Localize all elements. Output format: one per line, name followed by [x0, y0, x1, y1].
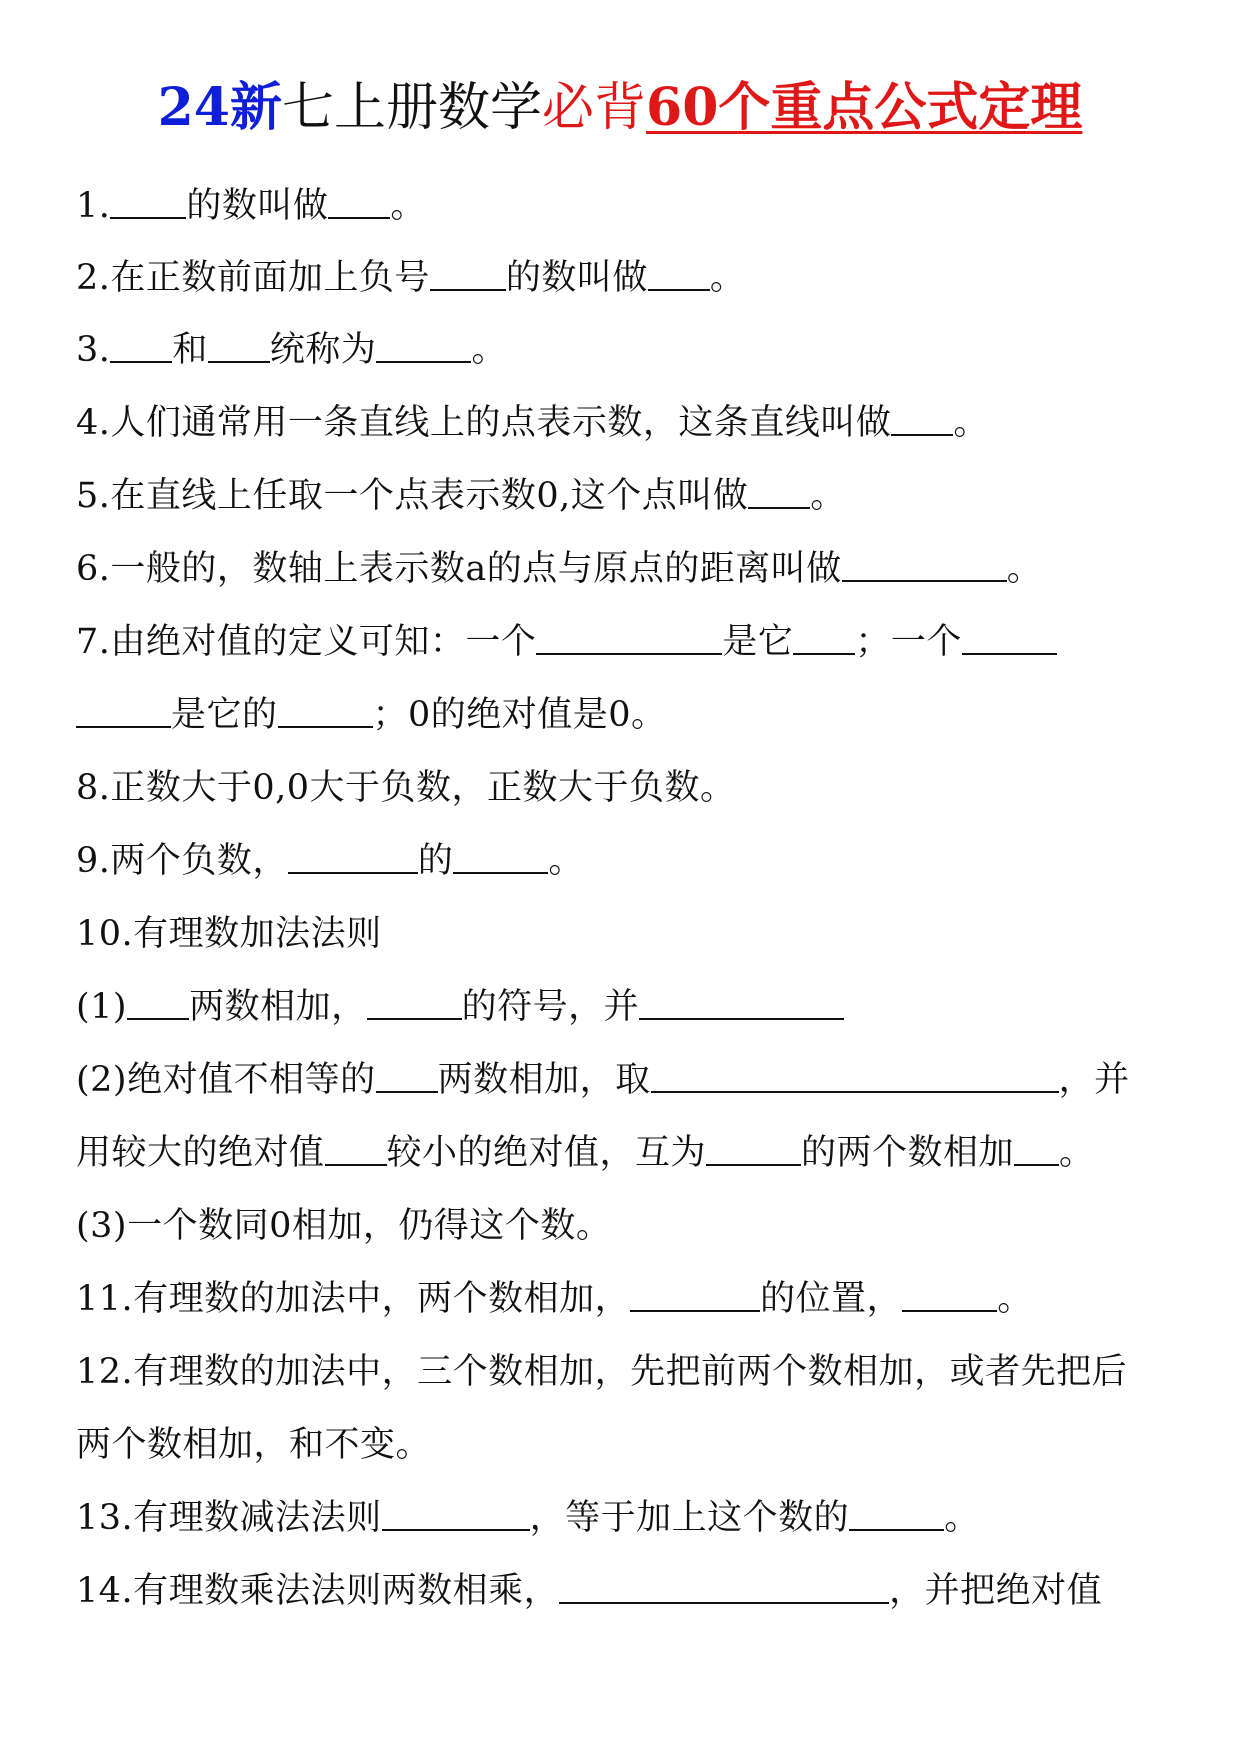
blank — [382, 1495, 530, 1531]
q12-text: 两个数相加，和不变。 — [76, 1425, 432, 1465]
q10-1-text: 的符号，并 — [461, 987, 640, 1027]
question-12-line-1 — [76, 1346, 1171, 1398]
q11-text: 11.有理数的加法中，两个数相加， — [76, 1279, 631, 1319]
title-subject: 七上册数学 — [281, 78, 542, 138]
blank — [328, 183, 390, 219]
q12-text: 12.有理数的加法中，三个数相加，先把前两个数相加，或者先把后 — [76, 1352, 1128, 1392]
q10-3-text: (3)一个数同0相加，仍得这个数。 — [76, 1206, 612, 1246]
q2-text: 的数叫做 — [505, 258, 648, 298]
blank — [748, 473, 810, 509]
q11-text: 。 — [997, 1279, 1033, 1319]
blank — [651, 1057, 1059, 1093]
question-7-line-2 — [76, 689, 1171, 741]
question-10-2-line-2 — [76, 1127, 1171, 1179]
question-2 — [76, 252, 1171, 304]
q10-2-text: 用较大的绝对值 — [76, 1133, 325, 1173]
question-3 — [76, 324, 1171, 376]
q11-text: 的位置， — [760, 1279, 903, 1319]
q2-text: 。 — [709, 258, 746, 298]
question-8 — [76, 762, 1171, 814]
q4-text: 。 — [953, 403, 989, 443]
q10-2-text: 两数相加，取 — [437, 1060, 651, 1100]
q13-text: 13.有理数减法法则 — [76, 1498, 382, 1538]
blank — [325, 1130, 387, 1166]
q3-text: 和 — [172, 330, 208, 370]
q9-text: 的 — [417, 841, 454, 881]
question-11 — [76, 1273, 1171, 1325]
q3-text: 3. — [76, 330, 111, 370]
q7-text: ；0的绝对值是0。 — [372, 695, 667, 735]
q10-2-text: 的两个数相加 — [801, 1133, 1015, 1173]
title-highlight: 60个重点公式定理 — [646, 77, 1083, 138]
blank — [288, 838, 418, 874]
q10-1-text: (1) — [76, 987, 128, 1027]
q7-text: 7.由绝对值的定义可知：一个 — [76, 622, 537, 662]
question-9 — [76, 835, 1171, 887]
blank — [639, 984, 844, 1020]
blank — [453, 838, 548, 874]
blank — [76, 692, 171, 728]
question-4 — [76, 397, 1171, 449]
question-12-line-2 — [76, 1419, 1171, 1471]
blank — [648, 255, 710, 291]
blank — [110, 327, 172, 363]
question-6 — [76, 543, 1171, 595]
q6-text: 6.一般的，数轴上表示数a的点与原点的距离叫做 — [76, 549, 842, 589]
blank — [842, 546, 1007, 582]
question-5 — [76, 470, 1171, 522]
page-title — [0, 72, 1240, 144]
title-must: 必背 — [542, 78, 647, 138]
blank — [110, 183, 186, 219]
q7-text: 是它 — [722, 622, 794, 662]
q10-text: 10.有理数加法法则 — [76, 914, 382, 954]
question-7-line-1 — [76, 616, 1171, 668]
blank — [536, 619, 722, 655]
q13-text: 。 — [944, 1498, 980, 1538]
blank — [902, 1276, 997, 1312]
q10-1-text: 两数相加， — [189, 987, 367, 1027]
blank — [849, 1495, 944, 1531]
blank — [1014, 1130, 1059, 1166]
blank — [208, 327, 270, 363]
question-10-1 — [76, 981, 1171, 1033]
question-10-3 — [76, 1200, 1171, 1252]
q13-text: ，等于加上这个数的 — [529, 1498, 850, 1538]
q3-text: 统称为 — [269, 330, 377, 370]
blank — [127, 984, 189, 1020]
q3-text: 。 — [471, 330, 507, 370]
blank — [630, 1276, 760, 1312]
q1-text: 1. — [76, 186, 111, 226]
q10-2-text: (2)绝对值不相等的 — [76, 1060, 376, 1100]
q10-2-text: 。 — [1059, 1133, 1095, 1173]
q9-text: 。 — [548, 841, 584, 881]
blank — [278, 692, 373, 728]
q14-text: 14.有理数乘法法则两数相乘， — [76, 1571, 560, 1611]
blank — [962, 619, 1057, 655]
q10-2-text: ，并 — [1058, 1060, 1130, 1100]
blank — [891, 400, 953, 436]
blank — [706, 1130, 801, 1166]
q5-text: 5.在直线上任取一个点表示数0,这个点叫做 — [76, 476, 749, 516]
q8-text: 8.正数大于0,0大于负数，正数大于负数。 — [76, 768, 736, 808]
blank — [376, 1057, 438, 1093]
q2-text: 2.在正数前面加上负号 — [76, 258, 430, 298]
q9-text: 9.两个负数， — [76, 841, 288, 881]
blank — [559, 1568, 889, 1604]
question-10-2-line-1 — [76, 1054, 1171, 1106]
q14-text: ，并把绝对值 — [889, 1571, 1103, 1611]
q6-text: 。 — [1006, 549, 1043, 589]
blank — [376, 327, 471, 363]
blank — [430, 255, 506, 291]
q7-text: ；一个 — [855, 622, 962, 662]
question-13 — [76, 1492, 1171, 1544]
title-grade: 24新 — [157, 77, 282, 138]
blank — [367, 984, 462, 1020]
q1-text: 的数叫做 — [186, 186, 329, 226]
blank — [793, 619, 855, 655]
q4-text: 4.人们通常用一条直线上的点表示数，这条直线叫做 — [76, 403, 892, 443]
q5-text: 。 — [810, 476, 846, 516]
q10-2-text: 较小的绝对值，互为 — [386, 1133, 707, 1173]
question-14 — [76, 1565, 1171, 1617]
question-10 — [76, 908, 1171, 960]
q1-text: 。 — [390, 186, 426, 226]
question-1 — [76, 180, 1171, 232]
q7-text: 是它的 — [171, 695, 278, 735]
